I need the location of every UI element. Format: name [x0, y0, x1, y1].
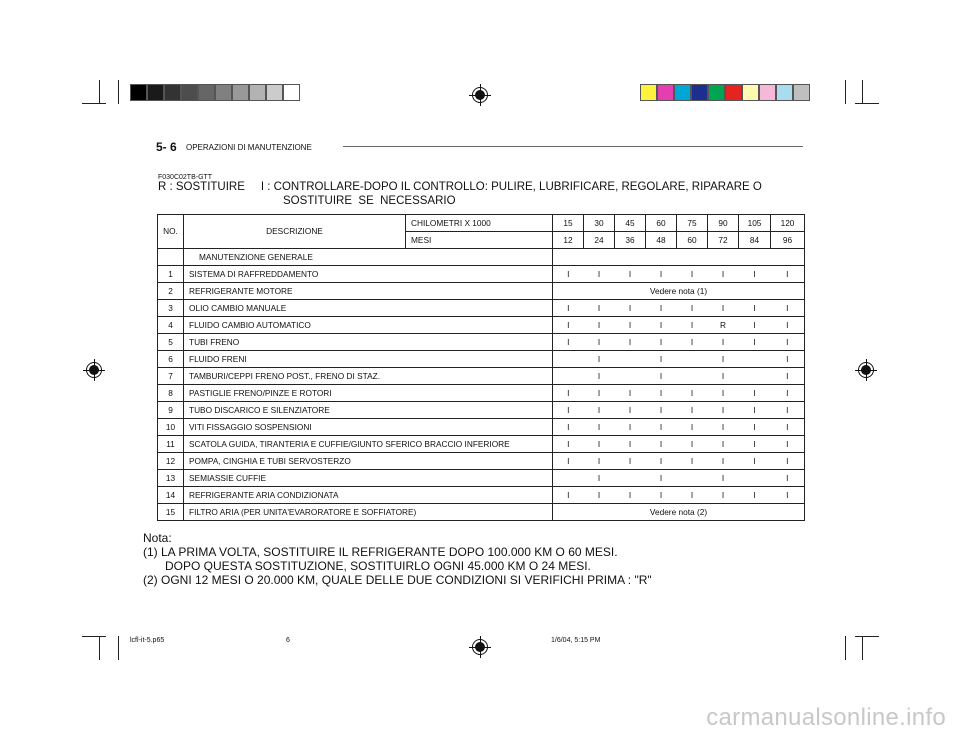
- calibration-swatch: [657, 84, 674, 101]
- interval-cell: I: [615, 436, 646, 453]
- row-description: REFRIGERANTE ARIA CONDIZIONATA: [184, 487, 553, 504]
- note-line-1: (1) LA PRIMA VOLTA, SOSTITUIRE IL REFRIGERANTE DOPO 100.000 KM O 60 MESI.: [143, 545, 618, 559]
- interval-cell: I: [615, 385, 646, 402]
- interval-cell: I: [708, 266, 739, 283]
- row-description: TUBO DISCARICO E SILENZIATORE: [184, 402, 553, 419]
- row-description: REFRIGERANTE MOTORE: [184, 283, 553, 300]
- calibration-swatch: [181, 84, 198, 101]
- calibration-swatch: [147, 84, 164, 101]
- interval-cell: I: [739, 487, 771, 504]
- interval-cell: I: [677, 436, 708, 453]
- calibration-swatch: [640, 84, 657, 101]
- document-code: F030C02TB-GTT: [158, 174, 213, 181]
- row-number: 15: [158, 504, 184, 521]
- months-cell: 96: [771, 232, 805, 249]
- row-number: 12: [158, 453, 184, 470]
- interval-cell: I: [615, 300, 646, 317]
- months-cell: 36: [615, 232, 646, 249]
- interval-cell: I: [677, 487, 708, 504]
- section-general-label: MANUTENZIONE GENERALE: [184, 249, 553, 266]
- notes-title: Nota:: [143, 531, 172, 545]
- interval-cell: I: [646, 453, 677, 470]
- table-row: [158, 283, 805, 300]
- km-cell: 45: [615, 215, 646, 232]
- table-row: [158, 351, 805, 368]
- interval-cell: I: [771, 402, 805, 419]
- row-number: 1: [158, 266, 184, 283]
- interval-cell: I: [646, 419, 677, 436]
- interval-cell: I: [553, 419, 584, 436]
- table-row: [158, 385, 805, 402]
- interval-cell: I: [553, 317, 584, 334]
- interval-cell: I: [739, 419, 771, 436]
- interval-cell: I: [708, 470, 739, 487]
- interval-cell: I: [584, 300, 615, 317]
- interval-cell: I: [584, 419, 615, 436]
- row-note: Vedere nota (2): [553, 504, 805, 521]
- interval-cell: [615, 351, 646, 368]
- table-row: [158, 334, 805, 351]
- months-cell: 84: [739, 232, 771, 249]
- interval-cell: [677, 351, 708, 368]
- calibration-swatch: [130, 84, 147, 101]
- interval-cell: I: [553, 402, 584, 419]
- footer-timestamp: 1/6/04, 5:15 PM: [551, 637, 601, 644]
- interval-cell: I: [771, 300, 805, 317]
- table-row: [158, 300, 805, 317]
- months-cell: 72: [708, 232, 739, 249]
- interval-cell: I: [708, 487, 739, 504]
- calibration-swatch: [742, 84, 759, 101]
- interval-cell: I: [708, 385, 739, 402]
- interval-cell: I: [584, 436, 615, 453]
- interval-cell: I: [739, 266, 771, 283]
- registration-mark-top: [469, 84, 491, 106]
- interval-cell: I: [615, 266, 646, 283]
- interval-cell: I: [708, 402, 739, 419]
- interval-cell: [615, 368, 646, 385]
- interval-cell: I: [615, 402, 646, 419]
- table-row: [158, 402, 805, 419]
- table-row: [158, 266, 805, 283]
- col-desc-header: DESCRIZIONE: [184, 215, 406, 249]
- row-description: SEMIASSIE CUFFIE: [184, 470, 553, 487]
- interval-cell: [739, 470, 771, 487]
- footer-file: lcfl-it-5.p65: [130, 637, 165, 644]
- km-cell: 105: [739, 215, 771, 232]
- km-cell: 120: [771, 215, 805, 232]
- interval-cell: R: [708, 317, 739, 334]
- interval-cell: I: [646, 300, 677, 317]
- row-number: 4: [158, 317, 184, 334]
- calibration-swatch: [759, 84, 776, 101]
- km-label: CHILOMETRI X 1000: [406, 215, 553, 232]
- interval-cell: I: [646, 368, 677, 385]
- legend-line-1: R : SOSTITUIRE I : CONTROLLARE-DOPO IL CONTROLLO: PULIRE, LUBRIFICARE, REGOLARE, RIPARARE O: [158, 181, 762, 193]
- interval-cell: I: [708, 453, 739, 470]
- calibration-swatch: [283, 84, 300, 101]
- interval-cell: I: [677, 317, 708, 334]
- header-rule: [343, 146, 803, 147]
- interval-cell: I: [584, 487, 615, 504]
- calibration-swatch: [232, 84, 249, 101]
- interval-cell: I: [771, 351, 805, 368]
- interval-cell: [677, 368, 708, 385]
- interval-cell: I: [708, 368, 739, 385]
- interval-cell: I: [646, 402, 677, 419]
- table-row: [158, 317, 805, 334]
- row-number: 11: [158, 436, 184, 453]
- row-number: 13: [158, 470, 184, 487]
- interval-cell: I: [739, 402, 771, 419]
- table-row: [158, 436, 805, 453]
- row-description: VITI FISSAGGIO SOSPENSIONI: [184, 419, 553, 436]
- interval-cell: I: [708, 351, 739, 368]
- interval-cell: I: [553, 266, 584, 283]
- interval-cell: I: [708, 334, 739, 351]
- interval-cell: I: [708, 300, 739, 317]
- interval-cell: I: [584, 453, 615, 470]
- interval-cell: I: [771, 470, 805, 487]
- row-description: SCATOLA GUIDA, TIRANTERIA E CUFFIE/GIUNTO SFERICO BRACCIO INFERIORE: [184, 436, 553, 453]
- interval-cell: I: [677, 266, 708, 283]
- interval-cell: I: [646, 470, 677, 487]
- interval-cell: I: [584, 402, 615, 419]
- interval-cell: I: [553, 300, 584, 317]
- interval-cell: I: [739, 317, 771, 334]
- interval-cell: I: [739, 453, 771, 470]
- km-cell: 75: [677, 215, 708, 232]
- interval-cell: I: [771, 419, 805, 436]
- section-title: OPERAZIONI DI MANUTENZIONE: [186, 143, 312, 152]
- row-description: OLIO CAMBIO MANUALE: [184, 300, 553, 317]
- note-line-3: (2) OGNI 12 MESI O 20.000 KM, QUALE DELLE DUE CONDIZIONI SI VERIFICHI PRIMA : "R": [143, 573, 652, 587]
- interval-cell: I: [677, 334, 708, 351]
- interval-cell: I: [646, 266, 677, 283]
- km-cell: 90: [708, 215, 739, 232]
- calibration-swatch: [776, 84, 793, 101]
- table-row: [158, 419, 805, 436]
- interval-cell: I: [615, 334, 646, 351]
- interval-cell: I: [739, 300, 771, 317]
- row-number: 14: [158, 487, 184, 504]
- interval-cell: I: [584, 470, 615, 487]
- interval-cell: I: [584, 266, 615, 283]
- months-label: MESI: [406, 232, 553, 249]
- row-description: SISTEMA DI RAFFREDDAMENTO: [184, 266, 553, 283]
- row-description: PASTIGLIE FRENO/PINZE E ROTORI: [184, 385, 553, 402]
- row-description: TUBI FRENO: [184, 334, 553, 351]
- row-number: 5: [158, 334, 184, 351]
- footer-page: 6: [286, 637, 290, 644]
- interval-cell: I: [646, 487, 677, 504]
- watermark: carmanualsonline.info: [706, 704, 946, 731]
- row-description: POMPA, CINGHIA E TUBI SERVOSTERZO: [184, 453, 553, 470]
- interval-cell: I: [615, 317, 646, 334]
- interval-cell: I: [584, 351, 615, 368]
- registration-mark-left: [83, 359, 105, 381]
- table-row: [158, 368, 805, 385]
- calibration-swatch: [708, 84, 725, 101]
- interval-cell: I: [646, 436, 677, 453]
- interval-cell: I: [739, 334, 771, 351]
- interval-cell: I: [771, 487, 805, 504]
- interval-cell: I: [646, 317, 677, 334]
- table-row: [158, 504, 805, 521]
- row-description: FILTRO ARIA (PER UNITA'EVARORATORE E SOFFIATORE): [184, 504, 553, 521]
- interval-cell: I: [771, 453, 805, 470]
- interval-cell: I: [771, 436, 805, 453]
- interval-cell: I: [677, 300, 708, 317]
- interval-cell: I: [553, 487, 584, 504]
- interval-cell: I: [771, 266, 805, 283]
- interval-cell: I: [615, 419, 646, 436]
- calibration-swatch: [215, 84, 232, 101]
- interval-cell: I: [646, 334, 677, 351]
- note-line-2: DOPO QUESTA SOSTITUZIONE, SOSTITUIRLO OGNI 45.000 KM O 24 MESI.: [165, 559, 591, 573]
- interval-cell: I: [771, 385, 805, 402]
- interval-cell: I: [708, 436, 739, 453]
- table-row: [158, 453, 805, 470]
- interval-cell: I: [553, 453, 584, 470]
- calibration-swatch: [249, 84, 266, 101]
- row-note: Vedere nota (1): [553, 283, 805, 300]
- km-cell: 15: [553, 215, 584, 232]
- interval-cell: I: [677, 453, 708, 470]
- interval-cell: I: [646, 385, 677, 402]
- row-description: TAMBURI/CEPPI FRENO POST., FRENO DI STAZ.: [184, 368, 553, 385]
- row-number: 6: [158, 351, 184, 368]
- registration-mark-right: [855, 359, 877, 381]
- months-cell: 48: [646, 232, 677, 249]
- interval-cell: I: [553, 385, 584, 402]
- calibration-swatch: [793, 84, 810, 101]
- interval-cell: [553, 368, 584, 385]
- interval-cell: I: [708, 419, 739, 436]
- interval-cell: I: [677, 402, 708, 419]
- table-header-km-row: [158, 215, 805, 232]
- col-no-header: NO.: [158, 215, 184, 249]
- interval-cell: I: [615, 487, 646, 504]
- row-number: 8: [158, 385, 184, 402]
- calibration-swatch: [674, 84, 691, 101]
- page-number: 5- 6: [156, 140, 177, 154]
- row-description: FLUIDO FRENI: [184, 351, 553, 368]
- interval-cell: I: [615, 453, 646, 470]
- km-cell: 60: [646, 215, 677, 232]
- interval-cell: [553, 470, 584, 487]
- interval-cell: [615, 470, 646, 487]
- interval-cell: I: [584, 317, 615, 334]
- calibration-swatch: [725, 84, 742, 101]
- row-number: 9: [158, 402, 184, 419]
- interval-cell: I: [771, 368, 805, 385]
- interval-cell: I: [771, 317, 805, 334]
- interval-cell: I: [646, 351, 677, 368]
- section-row: [158, 249, 805, 266]
- registration-mark-bottom: [469, 636, 491, 658]
- row-number: 10: [158, 419, 184, 436]
- calibration-swatch: [691, 84, 708, 101]
- interval-cell: I: [739, 385, 771, 402]
- interval-cell: I: [584, 385, 615, 402]
- interval-cell: I: [677, 419, 708, 436]
- interval-cell: [739, 351, 771, 368]
- interval-cell: [553, 351, 584, 368]
- maintenance-table: [157, 214, 805, 521]
- row-description: FLUIDO CAMBIO AUTOMATICO: [184, 317, 553, 334]
- table-row: [158, 470, 805, 487]
- calibration-swatch: [266, 84, 283, 101]
- interval-cell: I: [584, 368, 615, 385]
- months-cell: 24: [584, 232, 615, 249]
- calibration-swatch: [198, 84, 215, 101]
- interval-cell: [739, 368, 771, 385]
- interval-cell: I: [553, 436, 584, 453]
- row-number: 7: [158, 368, 184, 385]
- table-row: [158, 487, 805, 504]
- interval-cell: [677, 470, 708, 487]
- interval-cell: I: [677, 385, 708, 402]
- interval-cell: I: [584, 334, 615, 351]
- row-number: 3: [158, 300, 184, 317]
- interval-cell: I: [771, 334, 805, 351]
- legend-line-2: SOSTITUIRE SE NECESSARIO: [283, 195, 456, 207]
- months-cell: 60: [677, 232, 708, 249]
- interval-cell: I: [553, 334, 584, 351]
- calibration-swatch: [164, 84, 181, 101]
- months-cell: 12: [553, 232, 584, 249]
- interval-cell: I: [739, 436, 771, 453]
- row-number: 2: [158, 283, 184, 300]
- km-cell: 30: [584, 215, 615, 232]
